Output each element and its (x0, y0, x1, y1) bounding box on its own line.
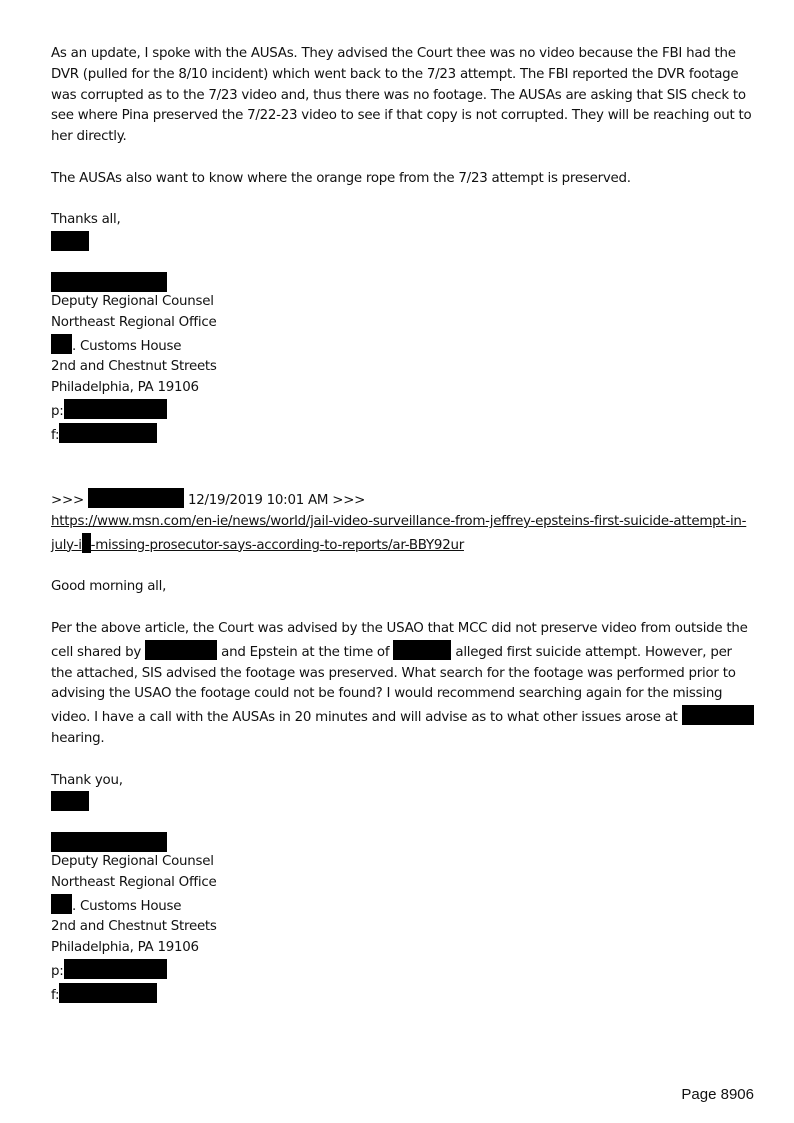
signature-building: . Customs House (51, 894, 756, 918)
redacted-fax (59, 983, 157, 1003)
redacted-building-prefix (51, 894, 72, 914)
update-paragraph-1: As an update, I spoke with the AUSAs. They advised the Court thee was no video because the FBI had the DVR (pulled for the 8/10 incident) which went back to the 7/23 attempt. The FBI reported the DVR footage was corrupted as to the 7/23 video and, thus there was no footage. The AUSAs are asking that SIS check to see where Pina preserved the 7/22-23 video to see if that copy is not corrupted. They will be reaching out to her directly. (51, 46, 752, 145)
signature-phone: p: (51, 399, 756, 423)
article-link-part-2[interactable]: -missing-prosecutor-says-according-to-reports/ar-BBY92ur (90, 537, 464, 553)
signature-fax: f: (51, 983, 756, 1007)
redacted-phone (64, 959, 167, 979)
article-link[interactable] (51, 512, 756, 557)
signature-office: Northeast Regional Office (51, 874, 217, 890)
redacted-link-char (82, 533, 91, 553)
signature-building: . Customs House (51, 334, 756, 358)
forwarded-closing: Thank you, (51, 772, 123, 788)
signature-title: Deputy Regional Counsel (51, 854, 214, 870)
signature-title: Deputy Regional Counsel (51, 293, 214, 309)
signature-city: Philadelphia, PA 19106 (51, 940, 199, 956)
redacted-sender (88, 488, 184, 508)
article-link-part-1[interactable]: https://www.msn.com/en-ie/news/world/jail-video-surveillance-from-jeffrey-epsteins-first-suicide-attempt-in-july-i (51, 513, 747, 553)
signature-office: Northeast Regional Office (51, 314, 217, 330)
redacted-signer-first-name-2 (51, 791, 89, 811)
redacted-building-prefix (51, 334, 72, 354)
signature-block-1 (51, 292, 756, 447)
signature-street: 2nd and Chestnut Streets (51, 359, 217, 375)
signature-city: Philadelphia, PA 19106 (51, 380, 199, 396)
redacted-signer-full-name (51, 272, 167, 292)
page-number: Page 8906 (681, 1086, 754, 1103)
update-paragraph-2: The AUSAs also want to know where the orange rope from the 7/23 attempt is preserved. (51, 170, 631, 186)
redacted-signer-full-name-2 (51, 832, 167, 852)
redacted-cellmate-name (145, 640, 217, 660)
forwarded-greeting: Good morning all, (51, 579, 167, 595)
forwarded-body: Per the above article, the Court was advised by the USAO that MCC did not preserve video from outside the cell shared by and Epstein at the time of alleged first suicide attempt. However, per the attached, SIS advised the footage was preserved. What search for the footage was performed prior to advising the USAO the footage could not be found? I would recommend searching again for the missing video. I have a call with the AUSAs in 20 minutes and will advise as to what other issues arose at hearing. (51, 619, 756, 750)
signature-block-2 (51, 852, 756, 1007)
signature-fax: f: (51, 423, 756, 447)
redacted-possessive (393, 640, 451, 660)
redacted-fax (59, 423, 157, 443)
signature-phone: p: (51, 959, 756, 983)
redacted-hearing-name (682, 705, 754, 725)
redacted-phone (64, 399, 167, 419)
email-document (51, 44, 756, 1007)
forwarded-header: >>> 12/19/2019 10:01 AM >>> (51, 488, 756, 512)
update-closing: Thanks all, (51, 212, 121, 228)
redacted-signer-first-name (51, 231, 89, 251)
signature-street: 2nd and Chestnut Streets (51, 919, 217, 935)
